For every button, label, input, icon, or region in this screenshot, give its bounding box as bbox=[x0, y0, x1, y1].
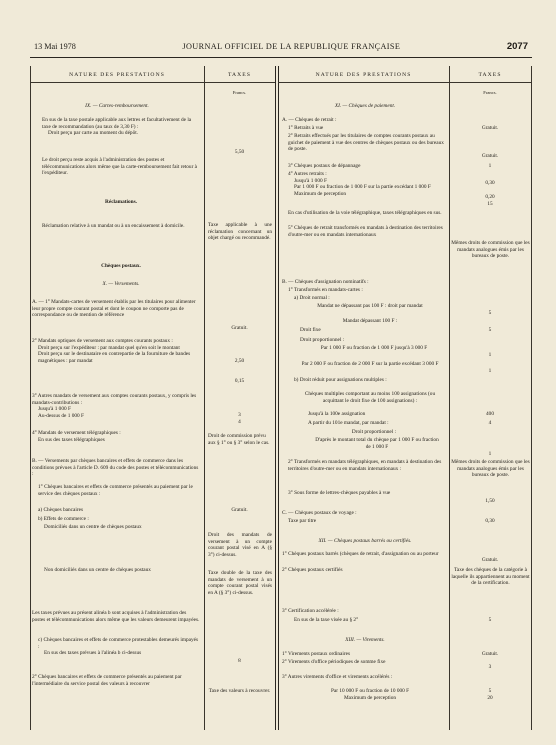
section-xi-b1a2b1: Par 1 000 F ou fraction de 1 000 F jusqu'à 3 000 F bbox=[320, 345, 428, 351]
left-taxes-heading: TAXES bbox=[227, 72, 252, 78]
section-xi-a5-tax: Mêmes droits de commission que les mandats analogues émis par les bureaux de poste. bbox=[451, 240, 530, 260]
section-x-b1b1-tax: Droit des mandats de versement à un compte courant postal visé en A (§ 3°) ci-dessus. bbox=[208, 532, 272, 558]
section-xi-a3-tax: 1 bbox=[488, 163, 492, 169]
section-xiii-2-tax: 3 bbox=[488, 664, 492, 670]
section-x-a2b-tax: 0,15 bbox=[234, 378, 245, 384]
section-x-b1c1-tax: 8 bbox=[238, 658, 241, 664]
section-xi-b3-tax: 1,50 bbox=[485, 498, 495, 504]
section-xi-title: XI. — Chèques de paiement. bbox=[334, 103, 396, 109]
section-xiii-3a-tax: 5 bbox=[488, 688, 492, 694]
left-nature-heading: NATURE DES PRESTATIONS bbox=[69, 72, 165, 78]
header-date: 13 Mai 1978 bbox=[34, 42, 76, 51]
section-xi-b1a2b2-tax: 1 bbox=[488, 368, 492, 374]
section-xi-a2: 2° Retraits effectués par les titulaires de comptes courants postaux au guichet de paiement à vue des centres de chèques postaux ou des bureaux de poste. bbox=[288, 133, 444, 153]
section-x-b1a-tax: Gratuit. bbox=[231, 507, 248, 513]
section-xiii-1: 1° Virements postaux ordinaires bbox=[282, 651, 351, 657]
section-xi-a-title: A. — Chèques de retrait : bbox=[282, 117, 337, 123]
section-x-a4-tax: Droit de commission prévu aux § 1° ou § 3° selon le cas. bbox=[208, 433, 270, 446]
section-xi-b1a2a-tax: 5 bbox=[488, 327, 492, 333]
section-xiii-3b: Maximum de perception bbox=[343, 695, 397, 701]
section-xi-b1a1-tax: 5 bbox=[488, 310, 492, 316]
right-border bbox=[531, 66, 532, 730]
section-xii-2: 2° Chèques postaux certifiés bbox=[282, 567, 343, 573]
section-xi-b1b: b) Droit réduit pour assignations multiples : bbox=[294, 377, 387, 383]
section-xii-3a-tax: 5 bbox=[488, 617, 492, 623]
header-journal-title: JOURNAL OFFICIEL DE LA REPUBLIQUE FRANÇAISE bbox=[182, 42, 401, 51]
section-x-a3b-tax: 4 bbox=[238, 419, 241, 425]
section-xi-b1: 1° Transformés en mandats-cartes : bbox=[288, 287, 363, 293]
section-x-title: X. — Versements. bbox=[102, 281, 140, 287]
right-taxes-heading: TAXES bbox=[478, 72, 502, 78]
section-xii-1: 1° Chèques postaux barrés (chèques de retrait, d'assignation ou au porteur bbox=[282, 551, 439, 557]
section-x-b1b2-tax: Taxe double de la taxe des mandats de versement à un compte courant postal visés en A (§ 3°) ci-dessus. bbox=[208, 570, 272, 596]
section-x-a3a-tax: 3 bbox=[238, 412, 241, 418]
section-xi-a4c-tax: 15 bbox=[487, 201, 493, 207]
section-x-b1c: c) Chèques bancaires et effets de commerce protestables demeurés impayés : En sus des taxes prévues à l'alinéa b ci-dessus bbox=[38, 637, 199, 657]
reclamations-paragraph: Réclamation relative à un mandat ou à un encaissement à domicile. bbox=[42, 223, 185, 229]
section-xi-b1b1c1: D'après le montant total du chèque par 1 000 F ou fraction de 1 000 F bbox=[315, 437, 439, 450]
section-xi-b1a2b1-tax: 1 bbox=[488, 352, 492, 358]
header-rule bbox=[30, 57, 532, 58]
section-x-b1: 1° Chèques bancaires et effets de commerce présentés au paiement par le service des chèques postaux : bbox=[38, 484, 193, 497]
section-xi-a4b-tax: 0,20 bbox=[485, 194, 495, 200]
section-ix-tax: 5,50 bbox=[234, 149, 245, 155]
section-xi-a1: 1° Retraits à vue bbox=[288, 125, 324, 131]
left-taxes-divider bbox=[204, 66, 205, 730]
section-xi-a3: 3° Chèques postaux de dépannage bbox=[288, 163, 361, 169]
section-ix-title: IX. — Cartes-remboursement. bbox=[85, 103, 149, 109]
section-xi-b1a2: Mandat dépassant 100 F : bbox=[342, 318, 398, 324]
section-xiii-2: 2° Virements d'office périodiques de somme fixe bbox=[282, 659, 386, 665]
right-heading-rule bbox=[278, 82, 531, 83]
left-border bbox=[30, 66, 31, 730]
reclamations-tax: Taxe applicable à une réclamation concernant un objet chargé ou recommandé. bbox=[208, 222, 272, 242]
section-xiii-3a: Par 10 000 F ou fraction de 10 000 F bbox=[330, 688, 410, 694]
section-x-b: B. — Versements par chèques bancaires et effets de commerce dans les conditions prévues à l'article D. 609 du code des postes et télécommunications : bbox=[32, 458, 199, 478]
header-page-number: 2077 bbox=[506, 41, 528, 52]
right-unit-label: Francs. bbox=[483, 90, 497, 95]
section-x-b1b: b) Effets de commerce : bbox=[38, 516, 89, 522]
section-xi-b1b1: Chèques multiples comportant au moins 100 assignations (ou acquittant le droit fixe de 100 assignations) : bbox=[304, 391, 436, 404]
section-xi-b2: 2° Transformés en mandats télégraphiques, en mandats à destination des territoires d'outre-mer ou en mandats internationaux : bbox=[288, 459, 442, 472]
section-xi-b1a: a) Droit normal : bbox=[294, 295, 330, 301]
section-xi-b1a2a: Droit fixe bbox=[300, 327, 321, 333]
section-xii-title: XII. — Chèques postaux barrés ou certifiés. bbox=[318, 538, 412, 544]
section-ix-paragraph: En sus de la taxe postale applicable aux lettres et facultativement de la taxe de recommandation (au taux de 3,30 F) : Droit perçu par carte au moment du dépôt. bbox=[42, 117, 192, 137]
section-x-b2-tax: Taxe des valeurs à recouvrer. bbox=[208, 688, 271, 694]
section-xi-b1b1b: A partir du 101e mandat, par mandat : bbox=[308, 420, 389, 426]
cheques-postaux-title: Chèques postaux. bbox=[101, 263, 141, 269]
section-x-b1a: a) Chèques bancaires bbox=[38, 507, 84, 513]
section-xiii-3b-tax: 20 bbox=[487, 695, 493, 701]
section-xi-b1a2b: Droit proportionnel : bbox=[300, 337, 345, 343]
section-ix-note: Le droit perçu reste acquis à l'administration des postes et télécommunications alors même que la carte-remboursement fait retour à l'expéditeur. bbox=[42, 157, 198, 177]
section-xiii-3: 3° Autres virements d'office et virements accélérés : bbox=[282, 674, 393, 680]
section-xi-c1-tax: 0,30 bbox=[485, 518, 495, 524]
section-xiii-1-tax: Gratuit. bbox=[481, 651, 499, 657]
section-xii-2-tax: Taxe des chèques de la catégorie à laquelle ils appartiennent au moment de la certification. bbox=[451, 567, 530, 587]
section-x-a2: 2° Mandats optiques de versement aux comptes courants postaux : Droit perçu sur l'expéditeur : par mandat quel qu'en soit le montant Droit perçu sur le destinataire en contrepartie de la fourniture de bandes magnétiques : par mandat bbox=[32, 338, 191, 364]
section-xi-a4-note: En cas d'utilisation de la voie télégraphique, taxes télégraphiques en sus. bbox=[288, 210, 442, 216]
reclamations-title: Réclamations. bbox=[105, 199, 137, 205]
section-x-b1b2: Non domiciliés dans un centre de chèques postaux bbox=[44, 567, 151, 573]
section-xi-b1a2b2: Par 2 000 F ou fraction de 2 000 F sur la partie excédant 3 000 F bbox=[301, 361, 439, 367]
section-xi-b-title: B. — Chèques d'assignation nominatifs : bbox=[282, 279, 369, 285]
section-xi-c-title: C. — Chèques postaux de voyage : bbox=[282, 510, 357, 516]
left-unit-label: Francs. bbox=[232, 90, 247, 95]
center-double-rule bbox=[275, 66, 279, 730]
section-xi-a4: 4° Autres retraits : Jusqu'à 1 000 F Par 1 000 F ou fraction de 1 000 F sur la partie excédant 1 000 F Maximum de perception bbox=[288, 171, 431, 197]
section-x-b-note: Les taxes prévues au présent alinéa b sont acquises à l'administration des postes et télécommunications alors même que les valeurs demeurent impayées. bbox=[32, 610, 200, 623]
section-xi-b3: 3° Sous forme de lettres-chèques payables à vue bbox=[288, 490, 391, 496]
section-x-a1-tax: Gratuit. bbox=[231, 325, 248, 331]
section-xi-a1-tax: Gratuit. bbox=[481, 125, 499, 131]
section-x-b2: 2° Chèques bancaires et effets de commerce présentés au paiement par l'intermédiaire du service postal des valeurs à recouvrer bbox=[32, 674, 182, 687]
section-xii-3a: En sus de la taxe visée au § 2° bbox=[294, 617, 359, 623]
section-x-a1: A. — 1° Mandats-cartes de versement établis par les titulaires pour alimenter leur propre compte courant postal et dont le coupon ne comporte pas de correspondance ou de mention de référence bbox=[32, 299, 196, 319]
section-xi-a2-tax: Gratuit. bbox=[481, 153, 499, 159]
section-xi-b1b1c1-tax: 1 bbox=[488, 451, 492, 457]
section-xi-b1b1a-tax: 400 bbox=[486, 411, 494, 417]
section-xi-c1: Taxe par titre bbox=[288, 518, 317, 524]
section-x-a4: 4° Mandats de versement télégraphiques : En sus des taxes télégraphiques bbox=[32, 430, 121, 443]
section-xi-a4a-tax: 0,30 bbox=[485, 180, 495, 186]
left-heading-rule bbox=[30, 82, 275, 83]
section-xii-3: 3° Certification accélérée : bbox=[282, 608, 339, 614]
page-header bbox=[34, 41, 528, 53]
section-xi-b2-tax: Mêmes droits de commission que les mandats analogues émis par les bureaux de poste. bbox=[451, 459, 530, 479]
section-xiii-title: XIII. — Virements. bbox=[345, 637, 385, 643]
right-nature-heading: NATURE DES PRESTATIONS bbox=[315, 72, 412, 78]
section-xii-1-tax: Gratuit. bbox=[481, 557, 499, 563]
section-x-a3: 3° Autres mandats de versement aux comptes courants postaux, y compris les mandats-contributions : Jusqu'à 1 000 F Au-dessus de 1 000 F bbox=[32, 393, 197, 419]
section-x-a2a-tax: 2,50 bbox=[234, 358, 245, 364]
section-xi-b1a1: Mandat ne dépassant pas 100 F : droit par mandat bbox=[317, 303, 423, 309]
section-xi-b1b1b-tax: 4 bbox=[488, 420, 492, 426]
section-x-b1b1: Domiciliés dans un centre de chèques postaux bbox=[44, 524, 142, 530]
section-xi-b1b1a: Jusqu'à la 100e assignation bbox=[308, 411, 366, 417]
section-xi-b1b1c: Droit proportionnel : bbox=[351, 429, 397, 435]
section-xi-a5: 5° Chèques de retrait transformés en mandats à destination des territoires d'outre-mer ou en mandats internationaux bbox=[288, 225, 443, 238]
